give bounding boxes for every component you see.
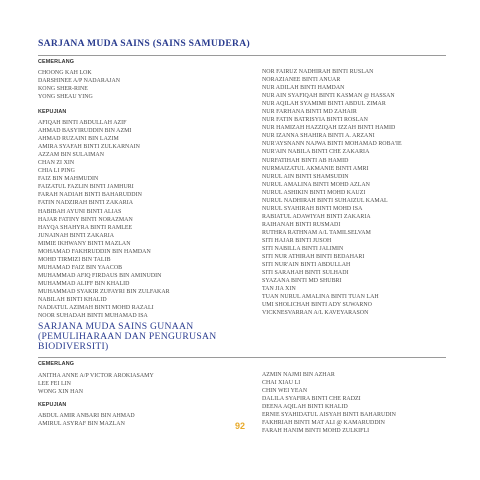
- list-kepujian-right: [262, 68, 402, 317]
- list-item: FATIN NADZIRAH BINTI ZAKARIA: [38, 200, 134, 207]
- list-item: HAYQA SHAHYRA BINTI RAMLEE: [38, 224, 133, 231]
- list-item: NURMAIZATUL AKMANIE BINTI AMRI: [262, 165, 369, 172]
- list-item: NURUL AMALINA BINTI MOHD AZLAN: [262, 181, 370, 188]
- list-item: HAJAR FATINY BINTI NORAZMAN: [38, 216, 133, 223]
- list-item: NUR'AIN NABILA BINTI CHE ZAKARIA: [262, 149, 370, 156]
- list-item: AMIRA SYAFAH BINTI ZULKARNAIN: [38, 144, 140, 151]
- list-item: YONG SHEAU YING: [38, 94, 93, 101]
- list-item: AFIQAH BINTI ABDULLAH AZIF: [38, 120, 127, 126]
- list-item: ERNIE SYAHIDATUL AISYAH BINTI BAHARUDIN: [262, 412, 396, 419]
- list-item: FARAH HANIM BINTI MOHD ZULKIFLI: [262, 428, 370, 435]
- list-item: AHMAD BASYIRUDDIN BIN AZMI: [38, 128, 132, 135]
- list-item: MUHAMMAD SYAKIR ZUFAYRI BIN ZULFAKAR: [38, 288, 170, 295]
- list-item: CHIA LI PING: [38, 168, 75, 175]
- list-item: NURFATIHAH BINTI AB HAMID: [262, 157, 349, 164]
- list-item: SITI SARAHAH BINTI SULHADI: [262, 270, 349, 277]
- list-kepujian-left: [38, 119, 170, 320]
- list-item: MUHAMAD FAIZ BIN YAACOB: [38, 264, 123, 271]
- list-item: SITI NUR ATHIRAH BINTI BEDAHARI: [262, 254, 365, 261]
- list-item: RAIHANAH BINTI RUSMADI: [262, 221, 341, 228]
- list-item: ABDUL AMIR ANBARI BIN AHMAD: [38, 413, 135, 419]
- list-item: NUR AQILAH SYAMIMI BINTI ABDUL ZIMAR: [262, 101, 386, 108]
- page-number: 92: [234, 421, 245, 431]
- list-item: NUR FATIN BATRISYIA BINTI ROSLAN: [262, 117, 368, 124]
- list-item: NURUL SYAHIRAH BINTI MOHD ISA: [262, 205, 363, 212]
- list-item: NOOR SUHADAH BINTI MUHAMAD ISA: [38, 313, 148, 320]
- list-item: NORAZIANEE BINTI ANUAR: [262, 77, 341, 84]
- list-item: ANITHA ANNE A/P VICTOR AROKIASAMY: [38, 373, 154, 379]
- list-item: AZZAM BIN SULAIMAN: [38, 152, 105, 159]
- list-item: SITI NUR'AIN BINTI ABDULLAH: [262, 262, 351, 269]
- list-item: SITI NABILLA BINTI JALIMIN: [262, 246, 344, 253]
- list-item: AHMAD RUZAINI BIN LAZIM: [38, 136, 119, 143]
- section-title-sains-samudera: SARJANA MUDA SAINS (SAINS SAMUDERA): [38, 38, 250, 49]
- list-item: MUHAMMAD AFIQ FIRDAUS BIN AMINUDIN: [38, 272, 162, 279]
- list-item: TUAN NURUL AMALINA BINTI TUAN LAH: [262, 294, 379, 301]
- list-item: AZMIN NAJMI BIN AZHAR: [262, 372, 335, 378]
- list-item: CHIN WEI YEAN: [262, 388, 308, 395]
- list-item: NABILAH BINTI KHALID: [38, 297, 107, 304]
- subhead-kepujian: KEPUJIAN: [38, 402, 67, 408]
- list-cemerlang: [38, 372, 154, 396]
- list-item: VICKNESVARRAN A/L KAVEYARASON: [262, 310, 369, 317]
- list-item: NUR FARHANA BINTI MD ZAHAIR: [262, 109, 357, 116]
- section-title-sains-gunaan-line3: BIODIVERSITI): [38, 341, 109, 352]
- subhead-cemerlang: CEMERLANG: [38, 59, 75, 65]
- list-item: MOHAMAD FAKHRUDDIN BIN HAMDAN: [38, 248, 151, 255]
- list-item: NUR'AYSNANN NAJWA BINTI MOHAMAD ROBA'IE: [262, 141, 402, 148]
- list-item: RUTHRA RATHNAM A/L TAMILSELVAM: [262, 229, 371, 236]
- list-item: UMI SHOLICHAH BINTI ADY SUWARNO: [262, 302, 372, 309]
- list-item: CHAI XIAU LI: [262, 380, 301, 387]
- list-item: MOHD TIRMIZI BIN TALIB: [38, 256, 111, 263]
- list-item: MUHAMMAD ALIFF BIN KHALID: [38, 280, 130, 287]
- list-item: NURUL AIN BINTI SHAMSUDIN: [262, 173, 349, 180]
- section-title-sains-gunaan-line2: (PEMULIHARAAN DAN PENGURUSAN: [38, 331, 217, 342]
- section-divider: [38, 55, 446, 56]
- list-item: CHAN ZI XIN: [38, 160, 75, 167]
- list-item: DARSHINEE A/P NADARAJAN: [38, 78, 121, 85]
- list-item: DALILA SYAFIRA BINTI CHE RADZI: [262, 396, 361, 403]
- list-item: NADIATUL AZIMAH BINTI MOHD RAZALI: [38, 305, 154, 312]
- list-item: HABIBAH AYUNI BINTI ALIAS: [38, 208, 122, 215]
- list-cemerlang: [38, 69, 120, 101]
- list-item: LEE FEI LIN: [38, 381, 71, 388]
- subhead-cemerlang: CEMERLANG: [38, 361, 75, 367]
- list-item: NOR FAIRUZ NADHIRAH BINTI RUSLAN: [262, 69, 374, 75]
- list-item: NUR ADILAH BINTI HAMDAN: [262, 85, 345, 92]
- list-item: KONG SHER-RINE: [38, 86, 88, 93]
- list-item: SYAZANA BINTI MD SHUBRI: [262, 278, 342, 285]
- list-item: TAN JIA XIN: [262, 286, 296, 293]
- list-item: RABIATUL ADAWIYAH BINTI ZAKARIA: [262, 213, 371, 220]
- list-item: FAIZ BIN MAHMUDIN: [38, 176, 99, 183]
- list-item: MIMIE IKHWANY BINTI MAZLAN: [38, 240, 131, 247]
- list-item: FARAH NADIAH BINTI BAHARUDDIN: [38, 192, 142, 199]
- list-item: CHOONG KAH LOK: [38, 70, 92, 76]
- list-item: FAKHRIAH BINTI MAT ALI @ KAMARUDDIN: [262, 420, 385, 427]
- list-item: NURUL NADHIRAH BINTI SUHAIZUL KAMAL: [262, 197, 388, 204]
- list-item: DEENA AQILAH BINTI KHALID: [262, 404, 348, 411]
- subhead-kepujian: KEPUJIAN: [38, 109, 67, 115]
- section-divider: [38, 357, 446, 358]
- list-item: NUR HAMIZAH HAZZIQAH IZZAH BINTI HAMID: [262, 125, 396, 132]
- list-item: SITI HAJAR BINTI JUSOH: [262, 237, 332, 244]
- list-item: NURUL ASHIKIN BINTI MOHD KAUZI: [262, 189, 366, 196]
- list-item: NUR AIN SYAFIQAH BINTI KASMAN @ HASSAN: [262, 93, 395, 100]
- list-item: AMIRUL ASYRAF BIN MAZLAN: [38, 421, 125, 428]
- list-item: JUNAINAH BINTI ZAKARIA: [38, 232, 115, 239]
- section-title-sains-gunaan-line1: SARJANA MUDA SAINS GUNAAN: [38, 321, 194, 332]
- list-item: WONG XIN HAN: [38, 389, 84, 396]
- list-item: FAIZATUL FAZLIN BINTI JAMHURI: [38, 184, 134, 191]
- list-item: NUR IZANNA SHAHIRA BINTI A. ARZANI: [262, 133, 375, 140]
